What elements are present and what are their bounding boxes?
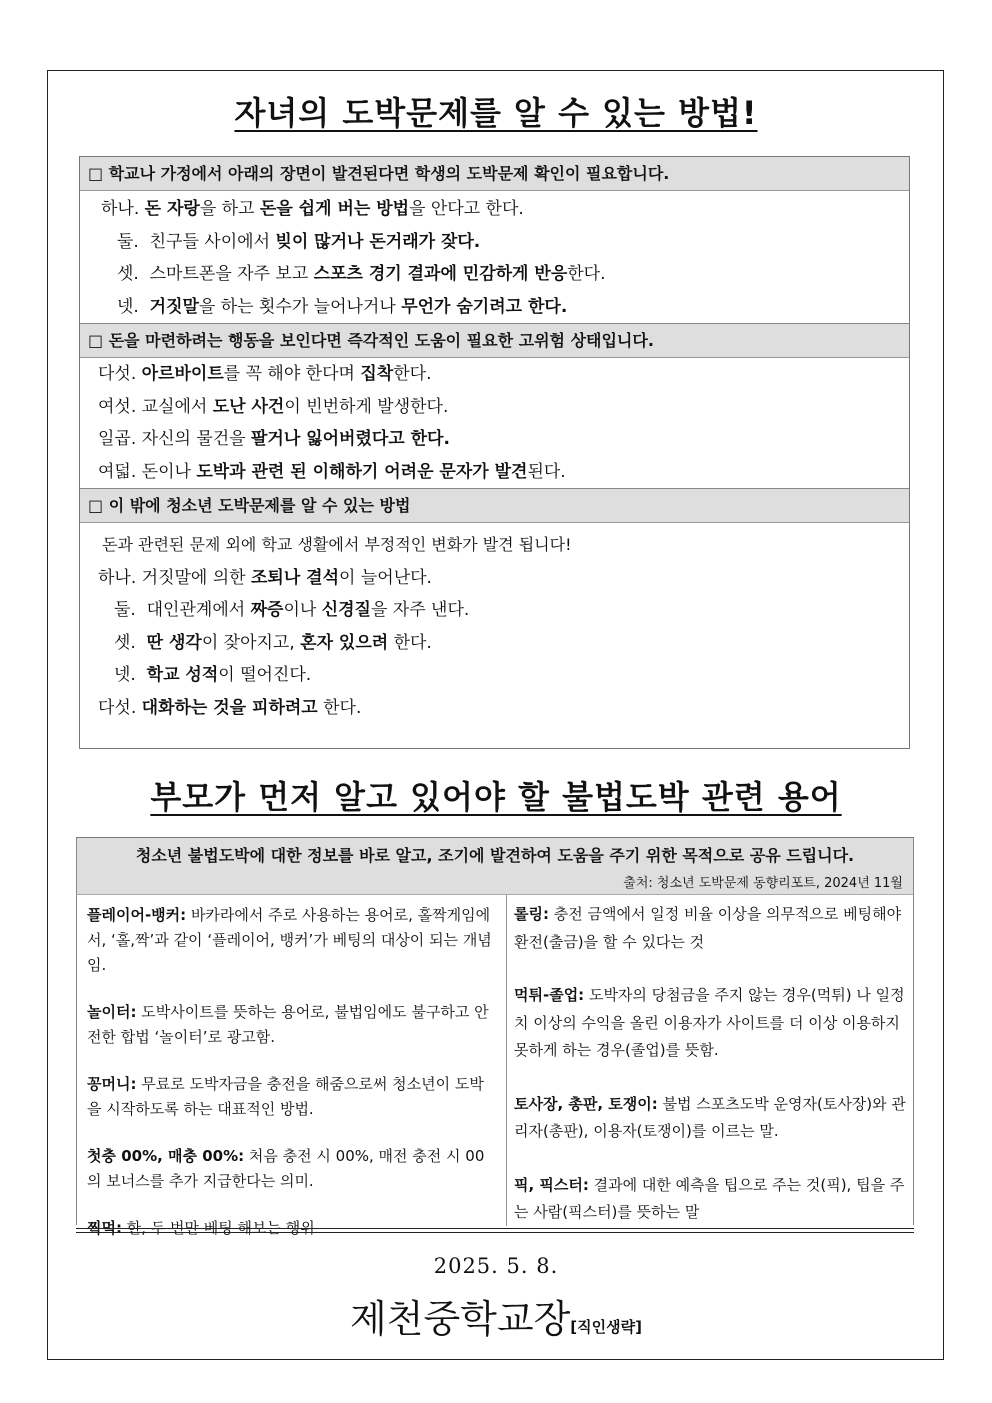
glossary-box [76, 837, 914, 1237]
glossary-entry: 토사장, 총판, 토쟁이: 불법 스포츠도박 운영자(토사장)와 관리자(총판), 이용자(토쟁이)를 이르는 말. [514, 1094, 906, 1140]
glossary-entry: 롤링: 충전 금액에서 일정 비율 이상을 의무적으로 베팅해야 환전(출금)을 할 수 있다는 것 [514, 905, 902, 951]
section1-header: □ 학교나 가정에서 아래의 장면이 발견된다면 학생의 도박문제 확인이 필요합니다. [80, 157, 909, 191]
list-item: 셋. 딴 생각이 잦아지고, 혼자 있으려 한다. [114, 632, 432, 653]
glossary-entry: 먹튀-졸업: 도박자의 당첨금을 주지 않는 경우(먹튀) 나 일정 치 이상의 수익을 올린 이용자가 사이트를 더 이상 이용하지 못하게 하는 경우(졸업)를 뜻함. [514, 986, 905, 1059]
seal-omitted: [직인생략] [570, 1318, 642, 1336]
list-item: 둘. 대인관계에서 짜증이나 신경질을 자주 낸다. [114, 600, 470, 620]
glossary-entry: 플레이어-뱅커: 바카라에서 주로 사용하는 용어로, 홀짝게임에서, ‘홀,짝’과 같이 ‘플레이어, 뱅커’가 베팅의 대상이 되는 개념임. [87, 906, 492, 974]
section3-header: □ 이 밖에 청소년 도박문제를 알 수 있는 방법 [80, 488, 909, 523]
divider [76, 1232, 914, 1233]
list-item: 셋. 스마트폰을 자주 보고 스포츠 경기 결과에 민감하게 반응한다. [117, 264, 606, 284]
list-item: 다섯. 아르바이트를 꼭 해야 한다며 집착한다. [98, 364, 432, 384]
section2-header: □ 돈을 마련하려는 행동을 보인다면 즉각적인 도움이 필요한 고위험 상태입니다. [80, 323, 909, 358]
glossary-entry: 찍먹: 한, 두 번만 베팅 해보는 행위 [87, 1219, 315, 1237]
issue-date: 2025. 5. 8. [433, 1254, 559, 1278]
glossary-entry: 놀이터: 도박사이트를 뜻하는 용어로, 불법임에도 불구하고 안전한 합법 ‘놀이터’로 광고함. [87, 1003, 489, 1046]
list-item: 하나. 돈 자랑을 하고 돈을 쉽게 버는 방법을 안다고 한다. [101, 199, 524, 219]
list-item: 하나. 거짓말에 의한 조퇴나 결석이 늘어난다. [98, 567, 432, 588]
list-item: 일곱. 자신의 물건을 팔거나 잃어버렸다고 한다. [98, 429, 450, 449]
glossary-right-column [506, 895, 907, 1226]
signs-box [79, 156, 910, 749]
list-item: 둘. 친구들 사이에서 빚이 많거나 돈거래가 잦다. [117, 231, 481, 252]
section3-intro: 돈과 관련된 문제 외에 학교 생활에서 부정적인 변화가 발견 됩니다! [102, 535, 572, 554]
section2-list [80, 358, 909, 488]
glossary-intro: 청소년 불법도박에 대한 정보를 바로 알고, 조기에 발견하여 도움을 주기 위한 목적으로 공유 드립니다. [135, 846, 855, 865]
list-item: 넷. 학교 성적이 떨어진다. [114, 665, 312, 685]
divider [76, 1228, 914, 1229]
list-item: 넷. 거짓말을 하는 횟수가 늘어나거나 무언가 숨기려고 한다. [117, 296, 568, 317]
glossary-entry: 첫충 00%, 매충 00%: 처음 충전 시 00%, 매전 충전 시 00의 보너스를 추가 지급한다는 의미. [87, 1147, 485, 1190]
section1-list [80, 191, 909, 323]
section3-list [80, 523, 909, 724]
signature: 제천중학교장[직인생략] [350, 1297, 642, 1341]
main-title: 자녀의 도박문제를 알 수 있는 방법! [234, 94, 758, 132]
glossary-title: 부모가 먼저 알고 있어야 할 불법도박 관련 용어 [150, 778, 842, 816]
list-item: 여덟. 돈이나 도박과 관련 된 이해하기 어려운 문자가 발견된다. [98, 461, 566, 482]
glossary-entry: 픽, 픽스터: 결과에 대한 예측을 팁으로 주는 것(픽), 팁을 주는 사람(픽스터)를 뜻하는 말 [514, 1175, 905, 1221]
list-item: 여섯. 교실에서 도난 사건이 빈번하게 발생한다. [98, 396, 449, 417]
glossary-left-column [87, 903, 497, 1241]
glossary-source: 출처: 청소년 도박문제 동향리포트, 2024년 11월 [623, 876, 903, 891]
list-item: 다섯. 대화하는 것을 피하려고 한다. [98, 697, 362, 718]
glossary-entry: 꽁머니: 무료로 도박자금을 충전을 해줌으로써 청소년이 도박을 시작하도록 하는 대표적인 방법. [87, 1075, 484, 1118]
glossary-columns [76, 894, 914, 1237]
glossary-header [76, 838, 914, 894]
